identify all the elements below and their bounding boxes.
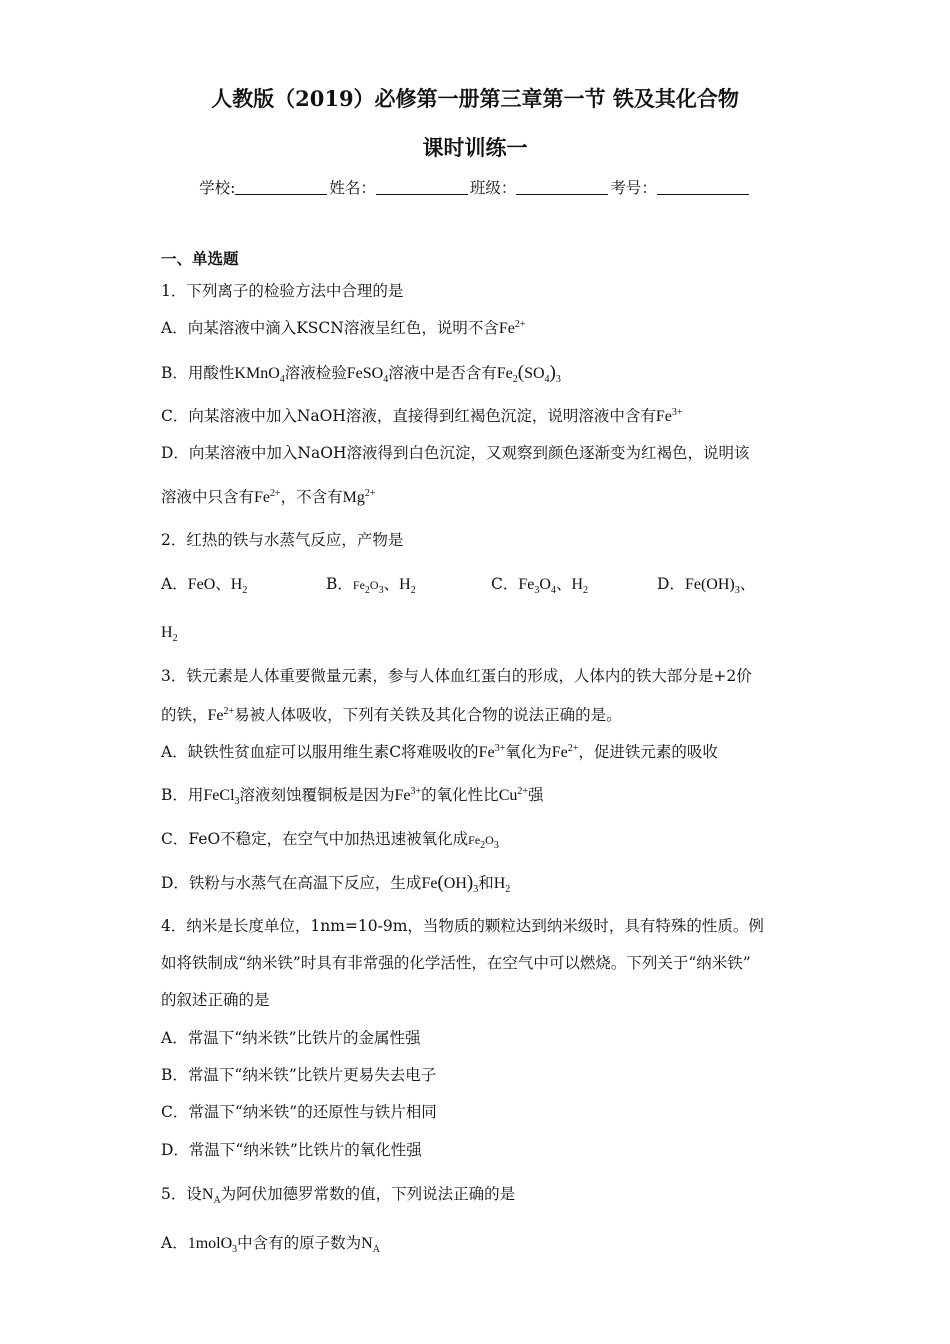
- page-subtitle: 课时训练一: [422, 135, 528, 160]
- school-blank[interactable]: [235, 179, 327, 195]
- q3-option-d: D．铁粉与水蒸气在高温下反应，生成$Fe(OH)_3$和$H_2$: [161, 872, 511, 895]
- student-info-row: [0, 176, 950, 198]
- name-blank[interactable]: [376, 179, 468, 195]
- q1-option-a: A．向某溶液中滴入KSCN溶液呈红色，说明不含$Fe^{2+}$: [161, 319, 526, 337]
- exam-no-label: 考号：: [610, 179, 657, 197]
- school-label: 学校:: [199, 179, 236, 197]
- q4-stem-line1: 4．纳米是长度单位，1nm=10-9m，当物质的颗粒达到纳米级时，具有特殊的性质。例: [161, 917, 764, 935]
- name-label: 姓名：: [329, 179, 376, 197]
- q5-option-a: A．1molO$_3$中含有的原子数为$N_A$: [161, 1234, 380, 1255]
- q3-option-b: B．用FeCl$_3$溶液刻蚀覆铜板是因为$Fe^{3+}$的氧化性比$Cu^{2+}$强: [161, 786, 544, 807]
- q4-option-a: A．常温下“纳米铁”比铁片的金属性强: [161, 1029, 421, 1047]
- q4-stem-line2: 如将铁制成“纳米铁”时具有非常强的化学活性，在空气中可以燃烧。下列关于“纳米铁”: [161, 954, 751, 972]
- exam-no-blank[interactable]: [657, 179, 749, 195]
- q5-stem: 5．设$N_A$为阿伏加德罗常数的值，下列说法正确的是: [161, 1185, 516, 1206]
- q1-option-d-line2: 溶液中只含有$Fe^{2+}$，不含有$Mg^{2+}$: [161, 488, 376, 506]
- section-title: 一、单选题: [161, 249, 239, 268]
- q3-stem-line1: 3．铁元素是人体重要微量元素，参与人体血红蛋白的形成，人体内的铁大部分是+2价: [161, 667, 752, 685]
- q3-option-a: A．缺铁性贫血症可以服用维生素C将难吸收的$Fe^{3+}$氧化为$Fe^{2+}$，促进铁元素的吸收: [161, 743, 718, 761]
- q3-option-c: C．FeO不稳定，在空气中加热迅速被氧化成$Fe_2O_3$: [161, 830, 499, 851]
- class-label: 班级：: [469, 179, 517, 197]
- q2-option-c: C．$Fe_3O_4$、$H_2$: [491, 575, 589, 596]
- q1-option-b: B．用酸性KMnO$_4$溶液检验FeSO$_4$溶液中是否含有$Fe_2(SO_4)_3$: [161, 362, 561, 385]
- q2-option-b: B．$Fe_2O_3$、$H_2$: [326, 575, 416, 596]
- page-title: 人教版（2019）必修第一册第三章第一节 铁及其化合物: [211, 86, 739, 111]
- q3-stem-line2: 的铁，$Fe^{2+}$易被人体吸收，下列有关铁及其化合物的说法正确的是。: [161, 706, 622, 724]
- q2-option-a: A．FeO、$H_2$: [161, 575, 248, 596]
- q2-stem: 2．红热的铁与水蒸气反应，产物是: [161, 531, 404, 549]
- q4-option-b: B．常温下“纳米铁”比铁片更易失去电子: [161, 1066, 437, 1084]
- q4-option-d: D．常温下“纳米铁”比铁片的氧化性强: [161, 1141, 422, 1159]
- q4-stem-line3: 的叙述正确的是: [161, 991, 270, 1009]
- class-blank[interactable]: [516, 179, 608, 195]
- q2-option-d: D．$Fe(OH)_3$、: [657, 575, 756, 596]
- q1-stem: 1．下列离子的检验方法中合理的是: [161, 282, 404, 300]
- q1-option-d-line1: D．向某溶液中加入NaOH溶液得到白色沉淀，又观察到颜色逐渐变为红褐色，说明该: [161, 444, 750, 462]
- q2-option-d-cont: $H_2$: [161, 624, 178, 644]
- q1-option-c: C．向某溶液中加入NaOH溶液，直接得到红褐色沉淀，说明溶液中含有$Fe^{3+}$: [161, 407, 683, 425]
- q4-option-c: C．常温下“纳米铁”的还原性与铁片相同: [161, 1103, 437, 1121]
